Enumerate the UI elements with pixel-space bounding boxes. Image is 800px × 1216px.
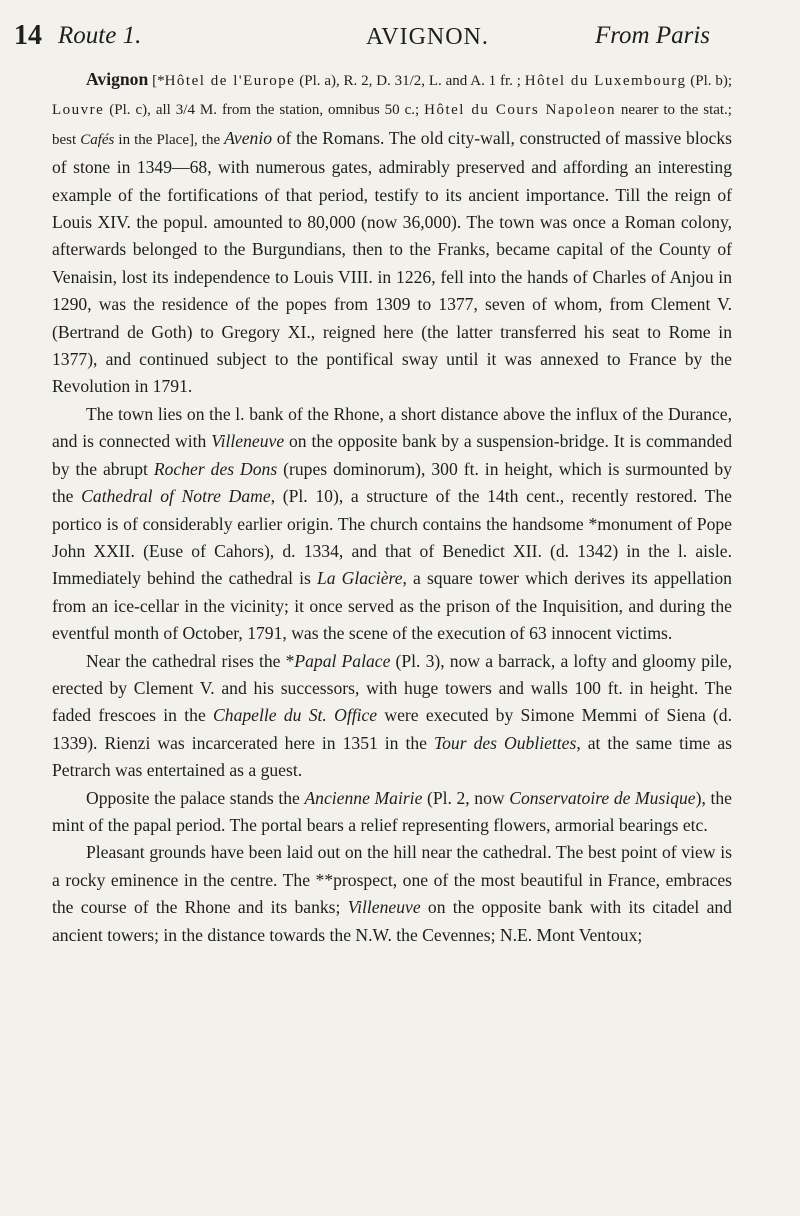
paragraph-intro xyxy=(52,66,732,401)
paragraph-papal-palace xyxy=(52,648,732,785)
hotel-name: Hôtel du Cours Napoleon xyxy=(424,102,616,119)
text-run: (Pl. 2, now xyxy=(422,787,510,808)
italic-term: Villeneuve xyxy=(211,431,285,452)
fraction: 1/2 xyxy=(402,73,422,89)
text-run: ), the mint of the papal period. The portal bears a relief representing flowers, armorial bearings etc. xyxy=(52,787,732,835)
italic-term: Chapelle du St. Office xyxy=(213,705,378,726)
text-run: , at the same time as Petrarch was entertained as a guest. xyxy=(52,732,732,781)
paragraph-mairie xyxy=(52,785,732,840)
text-run: , L. and A. 1 fr. ; xyxy=(421,73,525,89)
text-run: of the Romans. The old city-wall, constructed of massive blocks of stone in 1349—68, with numerous gates, admirably preserved and affording an interesting example of the fortifications of that period, testify to its ancient importance. Till the reign of Louis XIV. the popul. amounted to 80,000 (now 36,000). The town was once a Roman colony, afterwards belonged to the Burgundians, then to the Franks, became capital of the County of Venaisin, lost its independence to Louis VIII. in 1226, fell into the hands of Charles of Anjou in 1290, was the residence of the popes from 1309 to 1377, seven of whom, from Clement V. (Bertrand de Goth) to Gregory XI., reigned here (the latter transferred his seat to Rome in 1377), and continued subject to the pontifical sway until it was annexed to France by the Revolution in 1791. xyxy=(52,127,732,397)
text-run: The town lies on the l. bank of the Rhone, a short distance above the influx of the Durance, and is connected with xyxy=(52,403,732,452)
page-number: 14 xyxy=(14,20,42,51)
hotel-name: Hôtel du Luxembourg xyxy=(524,73,687,89)
italic-term: Ancienne Mairie xyxy=(304,787,423,808)
text-run: on the opposite bank by a suspension-bridge. It is commanded by the abrupt xyxy=(52,431,733,479)
text-run: Pleasant grounds have been laid out on the hill near the cathedral. The best point of view is a rocky eminence in the centre. The **prospect, one of the most beautiful in France, embraces the course of the Rhone and its banks; xyxy=(52,842,732,918)
italic-term: Avenio xyxy=(224,127,273,148)
italic-term: Tour des Oubliettes xyxy=(433,732,577,753)
text-run: on the opposite bank with its citadel and ancient towers; in the distance towards the N.W. the Cevennes; N.E. Mont Ventoux; xyxy=(52,897,732,945)
text-run: [* xyxy=(148,73,165,89)
fraction: 3/4 xyxy=(175,102,195,119)
italic-term: La Glacière xyxy=(316,568,403,589)
italic-term: Villeneuve xyxy=(347,897,421,918)
text-run: (rupes dominorum), 300 ft. in height, which is surmounted by the xyxy=(52,458,733,507)
text-run: Near the cathedral rises the * xyxy=(86,650,295,671)
text-run: in the Place], the xyxy=(114,131,225,148)
text-run: Opposite the palace stands the xyxy=(86,787,305,808)
text-run: (Pl. 3), now a barrack, a lofty and gloomy pile, erected by Clement V. and his successors, with huge towers and walls 100 ft. in height. The faded frescoes in the xyxy=(52,650,732,726)
text-run: (Pl. a), R. 2, D. 3 xyxy=(295,73,403,89)
text-run: (Pl. b); xyxy=(686,73,733,89)
body-text xyxy=(52,66,732,949)
paragraph-town xyxy=(52,401,732,648)
city-heading: AVIGNON. xyxy=(366,24,489,50)
paragraph-grounds xyxy=(52,839,732,949)
text-run: , (Pl. 10), a structure of the 14th cent., recently restored. The portico is of considerably earlier origin. The church contains the handsome *monument of Pope John XXII. (Euse of Cahors), d. 1334, and that of Benedict XII. (d. 1342) in the l. aisle. Immediately behind the cathedral is xyxy=(52,486,732,589)
running-header xyxy=(14,16,710,56)
place-heading: Avignon xyxy=(86,69,149,89)
text-run: M. from the station, omnibus 50 c.; xyxy=(194,102,425,119)
text-run: nearer to the stat.; best xyxy=(52,102,732,148)
italic-term: Papal Palace xyxy=(294,650,391,671)
italic-term: Cafés xyxy=(80,131,115,148)
hotel-name: Louvre xyxy=(52,102,105,119)
text-run: (Pl. c), all xyxy=(104,102,176,119)
italic-term: Conservatoire de Musique xyxy=(509,787,696,808)
route-label: Route 1. xyxy=(58,22,142,49)
text-run: were executed by Simone Memmi of Siena (d. 1339). Rienzi was incarcerated here in 1351 in the xyxy=(52,705,732,753)
italic-term: Rocher des Dons xyxy=(153,458,278,479)
hotel-name: Hôtel de l'Europe xyxy=(164,73,296,89)
italic-term: Cathedral of Notre Dame xyxy=(81,486,271,507)
from-label: From Paris xyxy=(594,22,710,49)
text-run: , a square tower which derives its appellation from an ice-cellar in the vicinity; it once served as the prison of the Inquisition, and during the eventful month of October, 1791, was the scene of the execution of 63 innocent victims. xyxy=(52,568,732,644)
